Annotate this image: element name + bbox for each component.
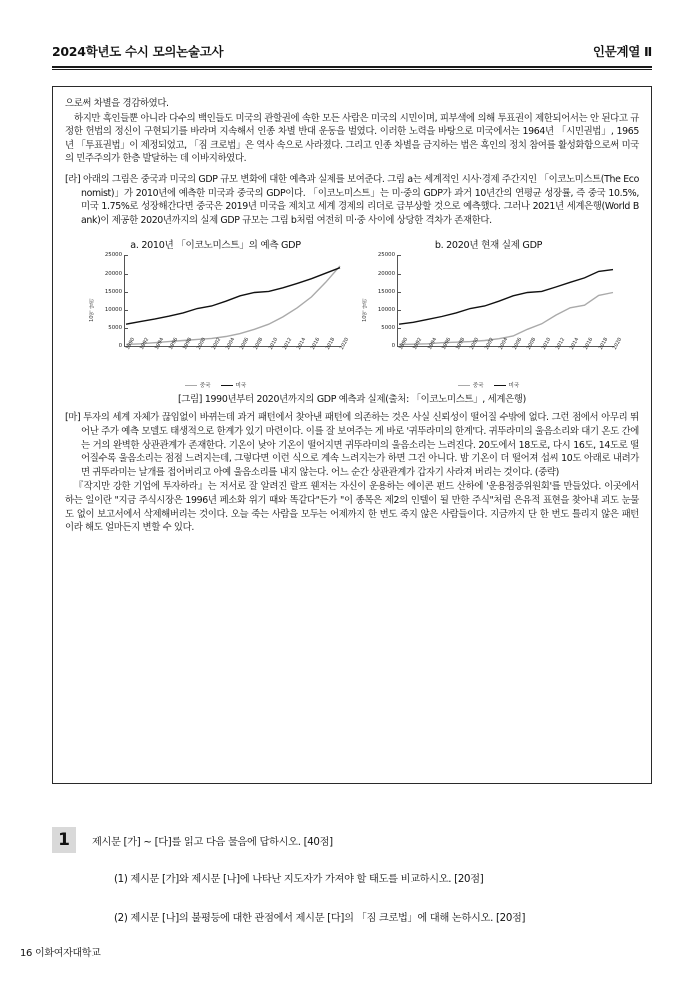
y-axis-tick: 10000 [105, 307, 125, 313]
passage-ra: [라] 아래의 그림은 중국과 미국의 GDP 규모 변화에 대한 예측과 실제를 보여준다. 그림 a는 세계적인 시사·경제 주간지인 「이코노미스트(The Economist)」가 2010년에 예측한 미국과 중국의 GDP이다. 「이코노미스트」는 미·중의 GDP가 과거 10년간의 연평균 성장률, 즉 중국 10.5%, 미국 1.75%로 성장해간다면 중국은 2019년 미국을 제치고 세계 경제의 리더로 급부상할 것으로 예측했다. 그러나 2021년 세계은행(World Bank)이 제공한 2020년까지의 실제 GDP 규모는 그림 b처럼 여전히 미·중 사이에 상당한 격차가 존재한다. [65, 173, 639, 226]
header-right-title: 인문계열 Ⅱ [592, 44, 652, 59]
x-axis-tick: 1990 [398, 337, 410, 352]
x-axis-tick: 2002 [210, 337, 222, 352]
x-axis-tick: 2018 [597, 337, 609, 352]
y-axis-tick: 10000 [378, 307, 398, 313]
x-axis-tick: 2020 [339, 337, 351, 352]
x-axis-tick: 2010 [540, 337, 552, 352]
chart-a-xticks [124, 337, 351, 367]
y-axis-tick: 20000 [105, 271, 125, 277]
figure-charts [65, 237, 639, 389]
x-axis-tick: 1990 [125, 337, 137, 352]
x-axis-tick: 2008 [526, 337, 538, 352]
legend-item [221, 381, 247, 389]
chart-a-legend [88, 381, 343, 389]
x-axis-tick: 2004 [224, 337, 237, 352]
legend-swatch [221, 385, 233, 386]
x-axis-tick: 2016 [310, 337, 322, 352]
x-axis-tick: 2002 [483, 337, 495, 352]
x-axis-tick: 2004 [497, 337, 510, 352]
question-item-2: (2) 제시문 [나]의 불평등에 대한 관점에서 제시문 [다]의 「짐 크로법」에 대해 논하시오. [20점] [114, 913, 526, 924]
chart-b-legend [361, 381, 616, 389]
y-axis-tick: 15000 [105, 289, 125, 295]
passage-paragraph-1: 하지만 흑인들뿐 아니라 다수의 백인들도 미국의 관할권에 속한 모든 사람은 미국의 시민이며, 피부색에 의해 투표권이 제한되어서는 안 된다고 규정한 헌법의 정신이 구현되기를 바라며 지속해서 인종 차별 반대 운동을 벌였다. 이러한 노력을 바탕으로 미국에서는 1964년 「시민권법」, 1965년 「투표권법」이 제정되었고, 「짐 크로법」은 역사 속으로 사라졌다. 그리고 인종 차별을 금지하는 법은 흑인의 정치 참여를 활성화함으로써 미국의 민주주의가 한층 발달하는 데 이바지하였다. [65, 112, 639, 165]
header-divider-thin [52, 69, 652, 70]
legend-swatch [458, 385, 470, 386]
legend-label: 미국 [508, 383, 520, 390]
passage-ma-2: 『작지만 강한 기업에 투자하라』는 저서로 잘 알려진 랄프 웬저는 자신이 운용하는 에이콘 펀드 산하에 '운용점증위원회'를 만들었다. 이곳에서 하는 일이란 "지금 주식시장은 1996년 페소화 위기 때와 똑같다"든가 "이 종목은 제2의 인텔이 될 만한 주식"처럼 은유적 표현을 찾아내 괴도 눈물도 없이 보고서에서 삭제해버리는 것이다. 오늘 죽는 사람을 모두는 어제까지 한 번도 죽지 않은 사람들이다. 지금까지 단 한 번도 틀리지 않은 패턴이라 해도 얼마든지 변할 수 있다. [65, 481, 639, 534]
y-axis-tick: 20000 [378, 271, 398, 277]
x-axis-tick: 2012 [281, 337, 294, 352]
y-axis-tick: 5000 [381, 325, 398, 331]
chart-lines [125, 255, 341, 346]
chart-a-ylabel: 10억 달러 [89, 298, 95, 323]
header-left-title: 2024학년도 수시 모의논술고사 [52, 44, 224, 59]
passage-ma: [마] 투자의 세계 자체가 끊임없이 바뀌는데 과거 패턴에서 찾아낸 패턴에 의존하는 것은 사실 신뢰성이 떨어질 수밖에 없다. 그런 점에서 아무리 뛰어난 주가 예측 모델도 태생적으로 한계가 있기 마련이다. 이를 잘 보여주는 게 바로 '귀뚜라미의 한계'다. 귀뚜라미의 울음소리와 대기 온도 간에는 거의 완벽한 상관관계가 존재한다. 기온이 낮아 기온이 떨어지면 귀뚜라미의 울음소리는 느려진다. 20도에서 18도로, 다시 16도, 14도로 떨어질수록 울음소리는 점점 느려지는데, 그렇다면 이런 식으로 계속 느려지는가 하면 그건 아니다. 밤 기온이 더 떨어져 섭씨 10도 아래로 내려가면 귀뚜라미는 날개를 접어버리고 아예 울음소리를 내지 않는다. 어느 순간 상관관계가 갑자기 사라져 버리는 것이다. (중략) [65, 412, 639, 478]
x-axis-tick: 1992 [139, 337, 151, 352]
legend-swatch [494, 385, 506, 386]
legend-label: 중국 [472, 383, 484, 390]
chart-b-plot [377, 252, 614, 350]
passage-continuation: 으로써 차별을 경감하였다. [65, 98, 169, 109]
legend-item [185, 381, 211, 389]
x-axis-tick: 1998 [455, 337, 467, 352]
y-axis-tick: 0 [392, 343, 398, 349]
x-axis-tick: 2014 [569, 337, 581, 352]
legend-item [494, 381, 520, 389]
page-footer: 16 이화여자대학교 [20, 948, 101, 959]
x-axis-tick: 2000 [196, 337, 208, 352]
x-axis-tick: 2018 [324, 337, 336, 352]
question-block [52, 830, 652, 924]
x-axis-tick: 2012 [554, 337, 567, 352]
y-axis-tick: 5000 [108, 325, 125, 331]
x-axis-tick: 2000 [469, 337, 481, 352]
question-item-1: (1) 제시문 [가]와 제시문 [나]에 나타난 지도자가 가져야 할 태도를 비교하시오. [20점] [114, 874, 484, 885]
x-axis-tick: 1996 [167, 337, 180, 352]
chart-a [88, 237, 351, 390]
y-axis-tick: 25000 [105, 252, 125, 258]
chart-b-ylabel: 10억 달러 [362, 298, 368, 323]
chart-b-xticks [397, 337, 624, 367]
legend-label: 미국 [235, 383, 247, 390]
x-axis-tick: 1994 [426, 337, 438, 352]
legend-item [458, 381, 484, 389]
y-axis-tick: 15000 [378, 289, 398, 295]
legend-label: 중국 [199, 383, 211, 390]
x-axis-tick: 2014 [296, 337, 308, 352]
question-number: 1 [52, 827, 76, 853]
figure-caption: [그림] 1990년부터 2020년까지의 GDP 예측과 실제(출처: 「이코노미스트」, 세계은행) [177, 394, 527, 406]
x-axis-tick: 1994 [153, 337, 165, 352]
chart-a-plot [104, 252, 341, 350]
x-axis-tick: 2008 [253, 337, 265, 352]
x-axis-tick: 2016 [583, 337, 595, 352]
x-axis-tick: 1998 [182, 337, 194, 352]
x-axis-tick: 1992 [412, 337, 424, 352]
legend-swatch [185, 385, 197, 386]
x-axis-tick: 2020 [612, 337, 624, 352]
question-stem: 제시문 [가] ~ [다]를 읽고 다음 물음에 답하시오. [40점] [92, 837, 333, 848]
x-axis-tick: 2010 [267, 337, 279, 352]
chart-b [361, 237, 624, 390]
x-axis-tick: 2006 [239, 337, 251, 352]
chart-a-title: a. 2010년 「이코노미스트」의 예측 GDP [130, 240, 301, 252]
page-header [52, 42, 652, 60]
header-divider-thick [52, 66, 652, 68]
passage-frame [52, 86, 652, 784]
chart-b-title: b. 2020년 현재 실제 GDP [434, 240, 543, 252]
y-axis-tick: 0 [119, 343, 125, 349]
x-axis-tick: 1996 [440, 337, 453, 352]
y-axis-tick: 25000 [378, 252, 398, 258]
x-axis-tick: 2006 [512, 337, 524, 352]
chart-lines [398, 255, 614, 346]
